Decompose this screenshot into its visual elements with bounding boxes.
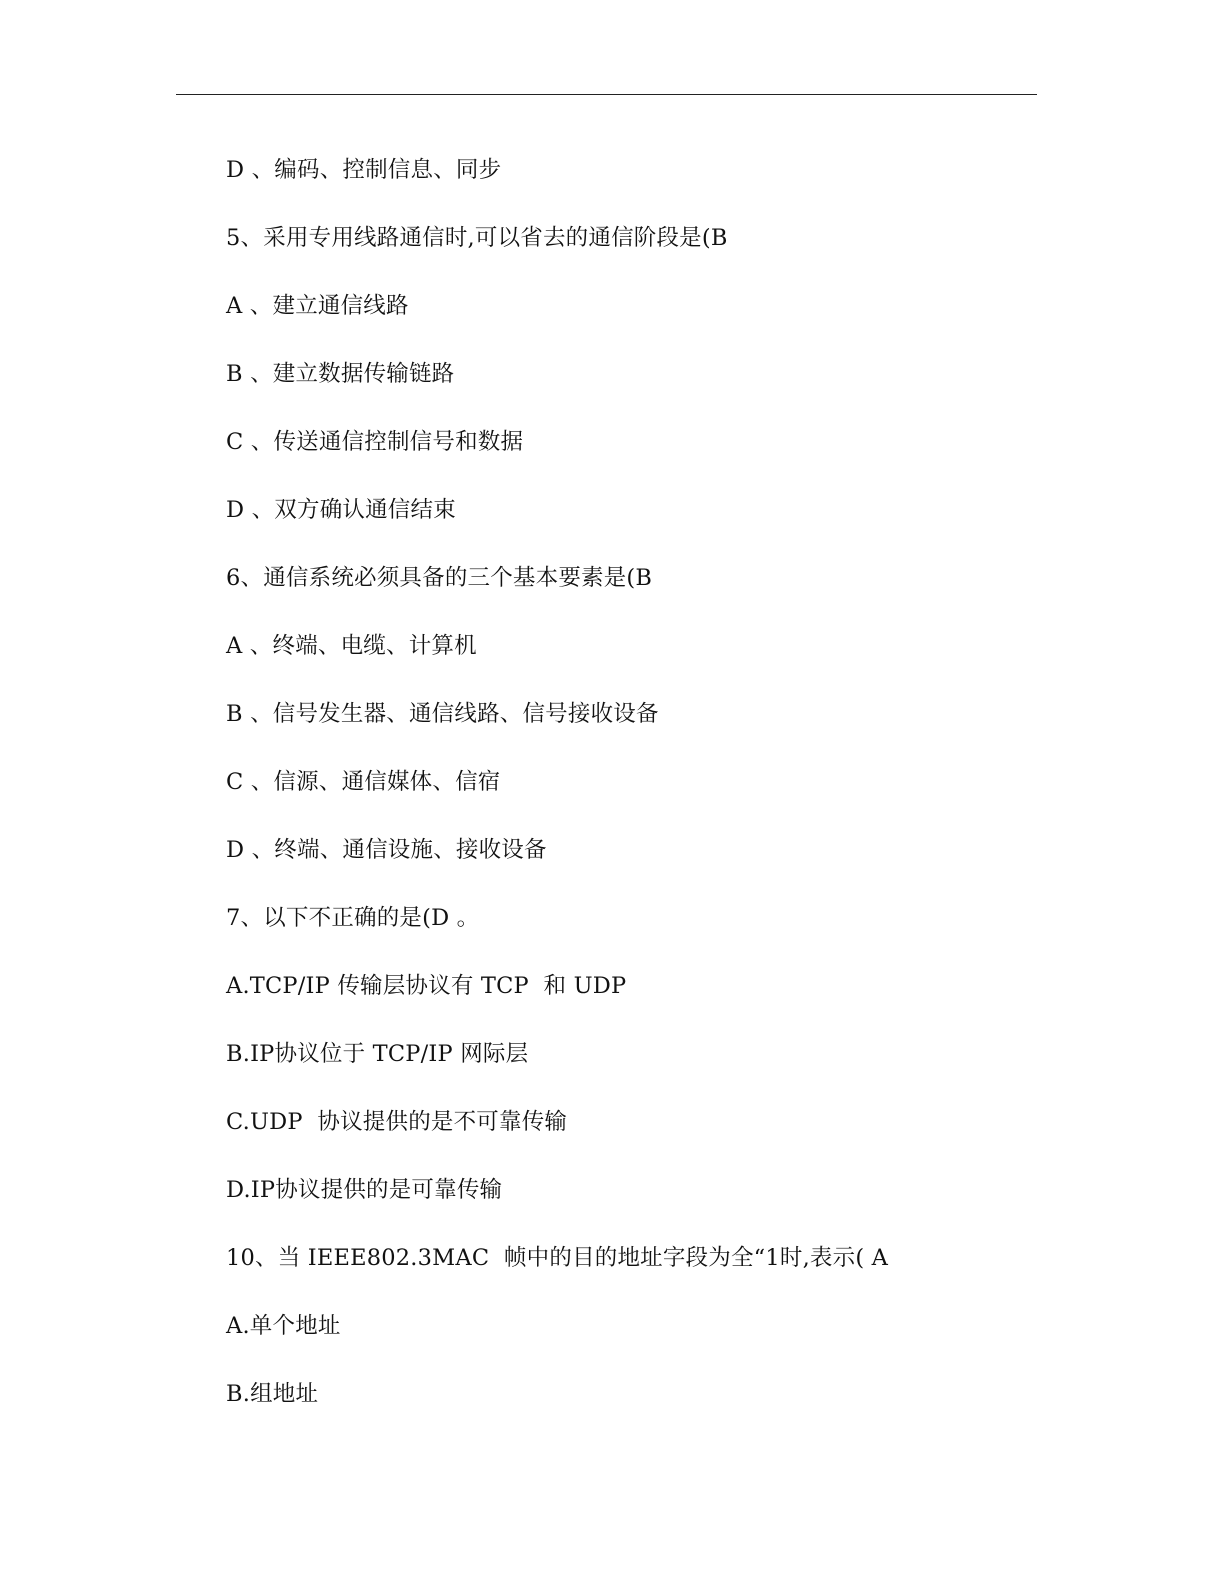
option-a-q6: A 、终端、电缆、计算机	[226, 633, 477, 659]
option-a-q10: A.单个地址	[226, 1313, 341, 1339]
document-body	[226, 150, 1046, 1442]
option-b-q10: B.组地址	[226, 1381, 319, 1407]
question-7: 7、以下不正确的是(D 。	[226, 905, 480, 931]
question-6: 6、通信系统必须具备的三个基本要素是(B	[226, 565, 653, 591]
question-5: 5、采用专用线路通信时,可以省去的通信阶段是(B	[226, 225, 728, 251]
option-a-q7: A.TCP/IP 传输层协议有 TCP 和 UDP	[226, 973, 627, 999]
option-d-q7: D.IP协议提供的是可靠传输	[226, 1177, 503, 1203]
option-c-q7: C.UDP 协议提供的是不可靠传输	[226, 1109, 568, 1135]
option-b-q5: B 、建立数据传输链路	[226, 361, 455, 387]
option-d-q5: D 、双方确认通信结束	[226, 497, 456, 523]
option-a-q5: A 、建立通信线路	[226, 293, 409, 319]
option-c-q5: C 、传送通信控制信号和数据	[226, 429, 524, 455]
option-d-q6: D 、终端、通信设施、接收设备	[226, 837, 547, 863]
option-b-q7: B.IP协议位于 TCP/IP 网际层	[226, 1041, 529, 1067]
option-b-q6: B 、信号发生器、通信线路、信号接收设备	[226, 701, 659, 727]
header-rule	[176, 94, 1037, 95]
option-c-q6: C 、信源、通信媒体、信宿	[226, 769, 501, 795]
option-d-q4: D 、编码、控制信息、同步	[226, 157, 502, 183]
question-10: 10、当 IEEE802.3MAC 帧中的目的地址字段为全“1时,表示( A	[226, 1245, 889, 1271]
